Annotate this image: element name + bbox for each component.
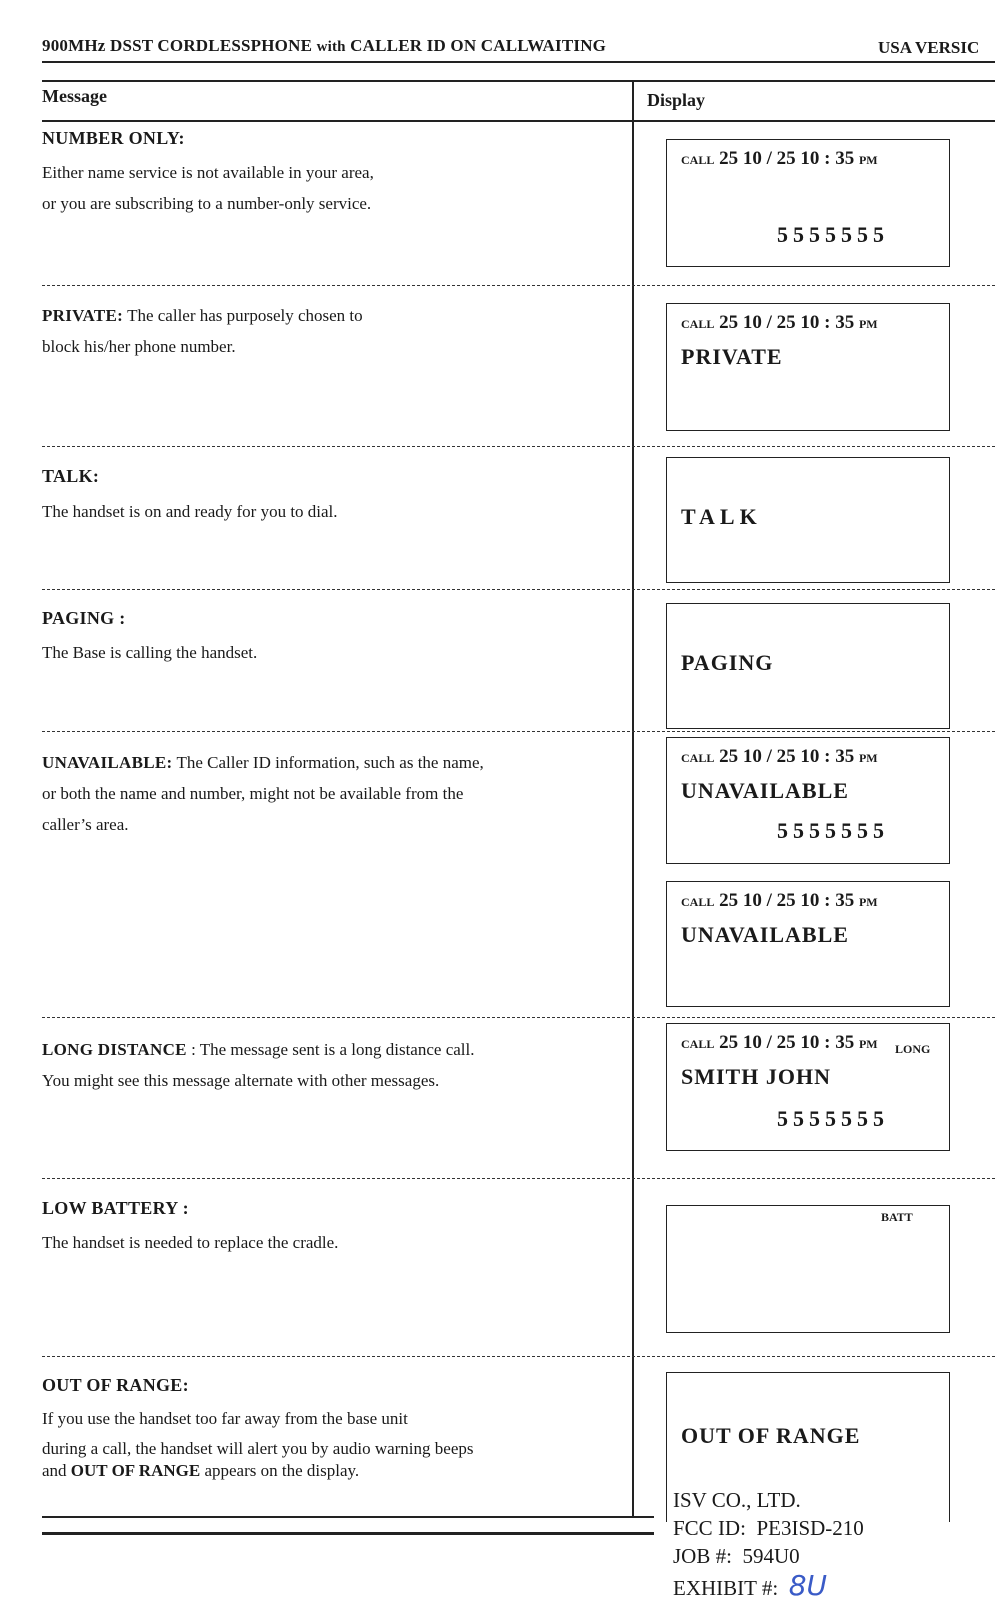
title-part2: CALLER ID ON CALLWAITING bbox=[350, 36, 607, 55]
row-title-number-only: NUMBER ONLY: bbox=[42, 128, 185, 148]
caller-number: 5555555 bbox=[777, 1106, 889, 1131]
row-description-out-of-range: If you use the handset too far away from the base unit during a call, the handset will alert you by audio warning beeps and OUT OF RANGE appears on the display. bbox=[42, 1409, 474, 1480]
row-separator bbox=[42, 731, 995, 732]
row-title-out-of-range: OUT OF RANGE: bbox=[42, 1375, 189, 1395]
row-separator bbox=[42, 446, 995, 447]
row-description-number-only: Either name service is not available in your area, or you are subscribing to a number-only service. bbox=[42, 163, 374, 213]
company-name: ISV CO., LTD. bbox=[673, 1488, 801, 1512]
display-number-only bbox=[666, 139, 950, 267]
display-text: PAGING bbox=[681, 650, 774, 675]
display-unavailable-alternate bbox=[666, 881, 950, 1007]
row-description-private: PRIVATE: The caller has purposely chosen to block his/her phone number. bbox=[42, 306, 363, 356]
table-bottom-rule bbox=[42, 1516, 654, 1518]
caller-number: 5555555 bbox=[777, 222, 889, 247]
display-private bbox=[666, 303, 950, 431]
caller-name: PRIVATE bbox=[681, 344, 783, 369]
row-title-talk: TALK: bbox=[42, 466, 100, 486]
column-divider bbox=[632, 80, 634, 1517]
display-long-distance bbox=[666, 1023, 950, 1151]
fcc-id-line: FCC ID: PE3ISD-210 bbox=[673, 1516, 864, 1540]
row-separator bbox=[42, 1017, 995, 1018]
caller-number: 5555555 bbox=[777, 818, 889, 843]
job-number-line: JOB #: 594U0 bbox=[673, 1544, 800, 1568]
table-top-rule bbox=[42, 80, 995, 82]
display-talk bbox=[666, 457, 950, 583]
row-description-low-battery: The handset is needed to replace the cradle. bbox=[42, 1233, 339, 1252]
title-part1: 900MHz DSST CORDLESSPHONE bbox=[42, 36, 313, 55]
display-text: TALK bbox=[681, 504, 762, 529]
row-separator bbox=[42, 1356, 995, 1357]
row-description-unavailable: UNAVAILABLE: The Caller ID information, such as the name, or both the name and number, might not be available from the caller’s area. bbox=[42, 753, 484, 834]
caller-name: UNAVAILABLE bbox=[681, 778, 849, 803]
table-bottom-rule-double bbox=[42, 1532, 654, 1535]
version-label: USA VERSIC bbox=[878, 38, 980, 57]
display-low-battery bbox=[666, 1205, 950, 1333]
call-datetime: CALL 25 10 / 25 10 : 35 PM bbox=[681, 148, 878, 169]
display-unavailable bbox=[666, 737, 950, 864]
exhibit-number-line: EXHIBIT #: 8U bbox=[673, 1569, 827, 1602]
document-title bbox=[42, 36, 606, 56]
call-datetime: CALL 25 10 / 25 10 : 35 PM bbox=[681, 1032, 878, 1053]
exhibit-handwritten-number: 8U bbox=[788, 1569, 827, 1602]
column-header-message: Message bbox=[42, 86, 107, 106]
row-separator bbox=[42, 285, 995, 286]
column-header-rule bbox=[42, 120, 995, 122]
row-title-unavailable: UNAVAILABLE: bbox=[42, 753, 173, 772]
row-description-long-distance: LONG DISTANCE : The message sent is a long distance call. You might see this message alternate with other messages. bbox=[42, 1040, 475, 1090]
header-rule bbox=[42, 61, 995, 63]
row-title-paging: PAGING : bbox=[42, 608, 126, 628]
call-datetime: CALL 25 10 / 25 10 : 35 PM bbox=[681, 746, 878, 767]
row-description-talk: The handset is on and ready for you to dial. bbox=[42, 502, 338, 521]
call-datetime: CALL 25 10 / 25 10 : 35 PM bbox=[681, 312, 878, 333]
long-indicator: LONG bbox=[895, 1042, 931, 1056]
column-header-display: Display bbox=[647, 90, 706, 110]
title-with: with bbox=[316, 39, 346, 55]
row-separator bbox=[42, 589, 995, 590]
display-paging bbox=[666, 603, 950, 729]
display-text: OUT OF RANGE bbox=[681, 1423, 861, 1448]
call-datetime: CALL 25 10 / 25 10 : 35 PM bbox=[681, 890, 878, 911]
row-separator bbox=[42, 1178, 995, 1179]
row-title-low-battery: LOW BATTERY : bbox=[42, 1198, 189, 1218]
row-title-private: PRIVATE: bbox=[42, 306, 124, 325]
row-description-paging: The Base is calling the handset. bbox=[42, 643, 258, 662]
battery-indicator: BATT bbox=[881, 1210, 913, 1224]
caller-name: UNAVAILABLE bbox=[681, 922, 849, 947]
caller-name: SMITH JOHN bbox=[681, 1064, 831, 1089]
row-title-long-distance: LONG DISTANCE bbox=[42, 1040, 187, 1059]
